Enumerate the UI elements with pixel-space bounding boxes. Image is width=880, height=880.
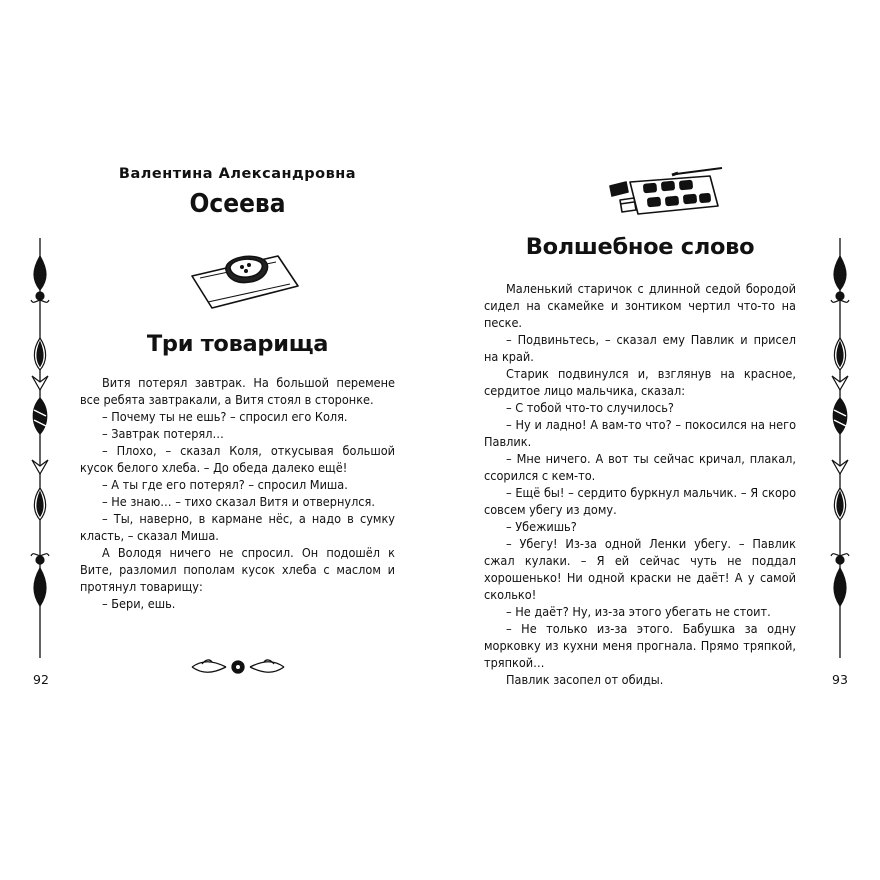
paragraph: Маленький старичок с длинной седой бородой сидел на скамейке и зонтиком чертил что-то на песке. [484, 281, 796, 330]
paragraph: Павлик засопел от обиды. [506, 672, 664, 687]
story-title: Три товарища [146, 331, 329, 357]
story-title: Волшебное слово [525, 234, 755, 260]
paragraph: – Не даёт? Ну, из-за этого убегать не стоит. [506, 604, 771, 619]
author-name: Валентина Александровна [118, 166, 357, 182]
paragraph: А Володя ничего не спросил. Он подошёл к Вите, разломил пополам кусок хлеба с маслом и протянул товарищу: [80, 545, 395, 594]
paragraph: Витя потерял завтрак. На большой перемене все ребята завтракали, а Витя стоял в сторонке. [80, 375, 395, 407]
paragraph: – Завтрак потерял… [102, 426, 224, 441]
author-surname: Осеева [189, 189, 286, 219]
paragraph: – Бери, ешь. [102, 596, 176, 611]
paragraph: – Плохо, – сказал Коля, откусывая большой кусок белого хлеба. – До обеда далеко ещё! [80, 443, 395, 475]
page-number: 93 [832, 672, 848, 687]
story-text [484, 280, 796, 688]
paint-box-illustration [606, 168, 726, 220]
paragraph: – Не только из-за этого. Бабушка за одну морковку из кухни меня прогнала. Прямо тряпкой, тряпкой… [484, 621, 796, 670]
paragraph: – С тобой что-то случилось? [506, 400, 674, 415]
vertical-ornament-right [828, 238, 852, 658]
paragraph: – Убежишь? [506, 519, 577, 534]
page-number: 92 [33, 672, 49, 687]
paragraph: – Подвиньтесь, – сказал ему Павлик и присел на край. [484, 332, 796, 364]
bread-napkin-illustration [186, 250, 306, 312]
paragraph: – Убегу! Из-за одной Ленки убегу. – Павлик сжал кулаки. – Я ей сейчас чуть не поддал хорошенько! Ни одной краски не даёт! А у самой сколько! [484, 536, 796, 602]
paragraph: – Почему ты не ешь? – спросил его Коля. [102, 409, 348, 424]
paragraph: – А ты где его потерял? – спросил Миша. [102, 477, 348, 492]
paragraph: – Не знаю… – тихо сказал Витя и отвернулся. [102, 494, 375, 509]
right-page [440, 0, 880, 880]
end-ornament [188, 656, 288, 678]
vertical-ornament-left [28, 238, 52, 658]
story-text [80, 374, 395, 612]
paragraph: – Ты, наверно, в кармане нёс, а надо в сумку класть, – сказал Миша. [80, 511, 395, 543]
paragraph: – Ну и ладно! А вам-то что? – покосился на него Павлик. [484, 417, 796, 449]
paragraph: Старик подвинулся и, взглянув на красное, сердитое лицо мальчика, сказал: [484, 366, 796, 398]
paragraph: – Мне ничего. А вот ты сейчас кричал, плакал, ссорился с кем-то. [484, 451, 796, 483]
paragraph: – Ещё бы! – сердито буркнул мальчик. – Я скоро совсем убегу из дому. [484, 485, 796, 517]
